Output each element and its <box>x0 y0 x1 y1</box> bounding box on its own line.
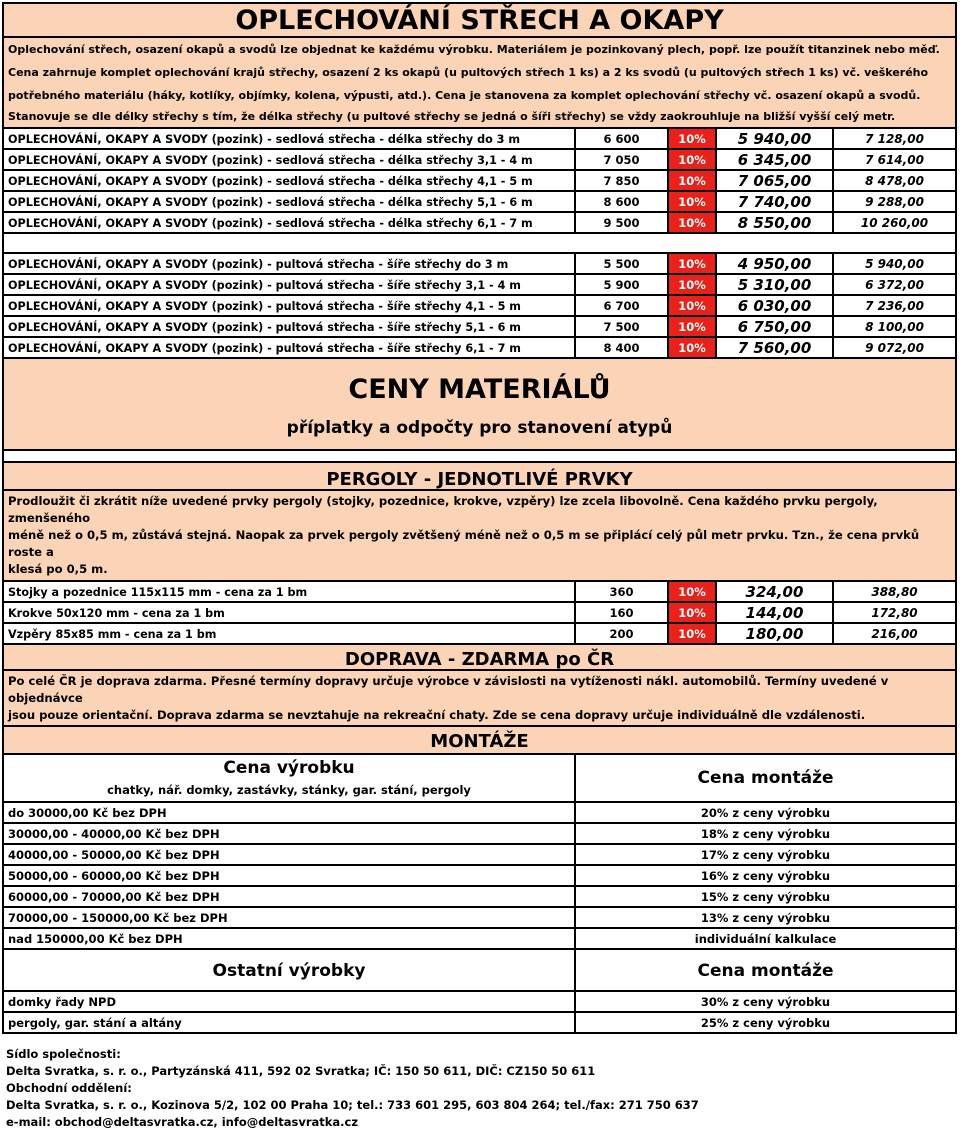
price-row <box>2 296 957 317</box>
price-row-with-vat: 7 614,00 <box>834 150 955 169</box>
price-row-discount: 10% <box>669 296 717 315</box>
price-row <box>2 254 957 275</box>
montaze-row-range: 60000,00 - 70000,00 Kč bez DPH <box>4 887 576 906</box>
intro-line: potřebného materiálu (háky, kotlíky, objímky, kolena, výpusti, atd.). Cena je stanovena za komplet oplechování střechy vč. osazení okapů a svodů. <box>8 89 921 102</box>
price-row-description: OPLECHOVÁNÍ, OKAPY A SVODY (pozink) - pultová střecha - šíře střechy 4,1 - 5 m <box>4 296 576 315</box>
price-row <box>2 129 957 150</box>
price-row-sale: 7 065,00 <box>717 171 834 190</box>
price-row-discount: 10% <box>669 129 717 148</box>
doprava-title: DOPRAVA - ZDARMA po ČR <box>344 649 615 670</box>
spacer-row <box>2 234 957 254</box>
price-row-discount: 10% <box>669 624 717 643</box>
price-row-with-vat: 216,00 <box>834 624 955 643</box>
montaze-row <box>2 929 957 950</box>
page-title: OPLECHOVÁNÍ STŘECH A OKAPY <box>2 2 957 38</box>
price-row-description: OPLECHOVÁNÍ, OKAPY A SVODY (pozink) - sedlová střecha - délka střechy 5,1 - 6 m <box>4 192 576 211</box>
montaze-row-value: 16% z ceny výrobku <box>576 866 955 885</box>
montaze-row-range: 70000,00 - 150000,00 Kč bez DPH <box>4 908 576 927</box>
intro-block <box>2 38 957 129</box>
price-row-description: Vzpěry 85x85 mm - cena za 1 bm <box>4 624 576 643</box>
price-row-description: Krokve 50x120 mm - cena za 1 bm <box>4 603 576 622</box>
price-row <box>2 171 957 192</box>
price-row <box>2 192 957 213</box>
montaze-row-range: pergoly, gar. stání a altány <box>4 1013 576 1032</box>
doprava-info <box>2 671 957 727</box>
montaze-row-value: individuální kalkulace <box>576 929 955 948</box>
montaze-other-right: Cena montáže <box>697 961 834 981</box>
montaze-row-value: 18% z ceny výrobku <box>576 824 955 843</box>
montaze-row <box>2 824 957 845</box>
price-row-base: 5 500 <box>576 254 669 273</box>
price-row-base: 160 <box>576 603 669 622</box>
price-row-discount: 10% <box>669 150 717 169</box>
price-row-base: 360 <box>576 582 669 601</box>
pergoly-header <box>2 463 957 491</box>
montaze-header-left-sub: chatky, nář. domky, zastávky, stánky, gar. stání, pergoly <box>107 783 471 797</box>
pergoly-line: méně než o 0,5 m, zůstává stejná. Naopak za prvek pergoly zvětšený méně než o 0,5 m se připlácí celý půl metr prvku. Tzn., že cena prvků roste a <box>8 528 920 559</box>
montaze-row-value: 17% z ceny výrobku <box>576 845 955 864</box>
montaze-row <box>2 887 957 908</box>
price-row-sale: 7 560,00 <box>717 338 834 357</box>
materials-subtitle: příplatky a odpočty pro stanovení atypů <box>286 418 673 438</box>
pergoly-title: PERGOLY - JEDNOTLIVÉ PRVKY <box>326 469 633 490</box>
montaze-row-range: domky řady NPD <box>4 992 576 1011</box>
price-row-base: 6 600 <box>576 129 669 148</box>
price-row-base: 8 600 <box>576 192 669 211</box>
montaze-row-value: 30% z ceny výrobku <box>576 992 955 1011</box>
price-row-description: OPLECHOVÁNÍ, OKAPY A SVODY (pozink) - sedlová střecha - délka střechy 6,1 - 7 m <box>4 213 576 232</box>
price-row-base: 7 050 <box>576 150 669 169</box>
montaze-header-right: Cena montáže <box>697 768 834 788</box>
price-row-description: OPLECHOVÁNÍ, OKAPY A SVODY (pozink) - sedlová střecha - délka střechy 3,1 - 4 m <box>4 150 576 169</box>
montaze-row-value: 15% z ceny výrobku <box>576 887 955 906</box>
price-row-sale: 144,00 <box>717 603 834 622</box>
price-row-description: Stojky a pozednice 115x115 mm - cena za 1 bm <box>4 582 576 601</box>
price-row-discount: 10% <box>669 192 717 211</box>
price-row-with-vat: 9 288,00 <box>834 192 955 211</box>
price-row-discount: 10% <box>669 171 717 190</box>
price-row-description: OPLECHOVÁNÍ, OKAPY A SVODY (pozink) - sedlová střecha - délka střechy 4,1 - 5 m <box>4 171 576 190</box>
montaze-row <box>2 992 957 1013</box>
price-row-with-vat: 8 100,00 <box>834 317 955 336</box>
price-row-with-vat: 7 128,00 <box>834 129 955 148</box>
price-row-description: OPLECHOVÁNÍ, OKAPY A SVODY (pozink) - pultová střecha - šíře střechy 3,1 - 4 m <box>4 275 576 294</box>
pergoly-line: Prodloužit či zkrátit níže uvedené prvky pergoly (stojky, pozednice, krokve, vzpěry) lze zcela libovolně. Cena každého prvku pergoly, zmenšeného <box>8 494 878 525</box>
price-row-sale: 6 030,00 <box>717 296 834 315</box>
price-row-sale: 6 750,00 <box>717 317 834 336</box>
price-row <box>2 213 957 234</box>
price-row-discount: 10% <box>669 213 717 232</box>
price-row-description: OPLECHOVÁNÍ, OKAPY A SVODY (pozink) - pultová střecha - šíře střechy 6,1 - 7 m <box>4 338 576 357</box>
price-row-with-vat: 10 260,00 <box>834 213 955 232</box>
footer-line: Sídlo společnosti: <box>6 1047 121 1061</box>
price-row-with-vat: 172,80 <box>834 603 955 622</box>
pergoly-line: klesá po 0,5 m. <box>8 562 108 576</box>
price-row-with-vat: 5 940,00 <box>834 254 955 273</box>
price-row-discount: 10% <box>669 317 717 336</box>
price-row <box>2 582 957 603</box>
price-row-with-vat: 388,80 <box>834 582 955 601</box>
montaze-row-range: do 30000,00 Kč bez DPH <box>4 803 576 822</box>
price-row-base: 6 700 <box>576 296 669 315</box>
price-row-base: 200 <box>576 624 669 643</box>
doprava-header <box>2 645 957 671</box>
price-row-sale: 8 550,00 <box>717 213 834 232</box>
intro-line: Cena zahrnuje komplet oplechování krajů střechy, osazení 2 ks okapů (u pultových střech 1 ks) a 2 ks svodů (u pultových střech 1 ks) vč. veškerého <box>8 66 929 79</box>
price-row-base: 5 900 <box>576 275 669 294</box>
footer-line: Obchodní oddělení: <box>6 1081 132 1095</box>
price-row-sale: 7 740,00 <box>717 192 834 211</box>
doprava-line: Po celé ČR je doprava zdarma. Přesné termíny dopravy určuje výrobce v závislosti na vytíženosti nákl. automobilů. Termíny uvedené v objednávce <box>8 674 889 705</box>
company-footer <box>6 1046 699 1131</box>
montaze-table-header <box>2 755 957 803</box>
price-row-sale: 180,00 <box>717 624 834 643</box>
montaze-other-header <box>2 950 957 992</box>
montaze-row-range: 50000,00 - 60000,00 Kč bez DPH <box>4 866 576 885</box>
price-row-base: 9 500 <box>576 213 669 232</box>
intro-line: Stanovuje se dle délky střechy s tím, že délka střechy (u pultové střechy se jedná o šíři střechy) se vždy zaokrouhluje na bližší vyšší celý metr. <box>8 110 896 123</box>
price-row-with-vat: 6 372,00 <box>834 275 955 294</box>
price-row-discount: 10% <box>669 254 717 273</box>
price-row-sale: 324,00 <box>717 582 834 601</box>
montaze-row <box>2 1013 957 1034</box>
price-row-sale: 5 940,00 <box>717 129 834 148</box>
doprava-line: jsou pouze orientační. Doprava zdarma se nevztahuje na rekreační chaty. Zde se cena dopravy určuje individuálně dle vzdálenosti. <box>8 708 866 722</box>
montaze-row-value: 25% z ceny výrobku <box>576 1013 955 1032</box>
montaze-row-range: 40000,00 - 50000,00 Kč bez DPH <box>4 845 576 864</box>
price-row-discount: 10% <box>669 338 717 357</box>
montaze-row <box>2 845 957 866</box>
montaze-title: MONTÁŽE <box>430 731 529 752</box>
montaze-row-range: 30000,00 - 40000,00 Kč bez DPH <box>4 824 576 843</box>
montaze-row-value: 13% z ceny výrobku <box>576 908 955 927</box>
price-row-description: OPLECHOVÁNÍ, OKAPY A SVODY (pozink) - pultová střecha - šíře střechy do 3 m <box>4 254 576 273</box>
spacer-row <box>2 451 957 463</box>
montaze-other-left: Ostatní výrobky <box>212 961 366 981</box>
intro-line: Oplechování střech, osazení okapů a svodů lze objednat ke každému výrobku. Materiálem je pozinkovaný plech, popř. lze použít titanzinek nebo měď. <box>8 43 940 56</box>
price-row-base: 7 850 <box>576 171 669 190</box>
footer-line: Delta Svratka, s. r. o., Kozinova 5/2, 102 00 Praha 10; tel.: 733 601 295, 603 804 264; tel./fax: 271 750 637 <box>6 1098 699 1112</box>
price-row <box>2 275 957 296</box>
price-row-with-vat: 9 072,00 <box>834 338 955 357</box>
price-row-description: OPLECHOVÁNÍ, OKAPY A SVODY (pozink) - pultová střecha - šíře střechy 5,1 - 6 m <box>4 317 576 336</box>
price-row-description: OPLECHOVÁNÍ, OKAPY A SVODY (pozink) - sedlová střecha - délka střechy do 3 m <box>4 129 576 148</box>
footer-line: e-mail: obchod@deltasvratka.cz, info@deltasvratka.cz <box>6 1115 359 1129</box>
price-row-sale: 4 950,00 <box>717 254 834 273</box>
price-row <box>2 317 957 338</box>
materials-title: CENY MATERIÁLŮ <box>348 374 611 405</box>
price-row <box>2 338 957 359</box>
price-row <box>2 150 957 171</box>
montaze-row <box>2 866 957 887</box>
price-row <box>2 624 957 645</box>
price-row-sale: 5 310,00 <box>717 275 834 294</box>
price-row <box>2 603 957 624</box>
price-row-base: 7 500 <box>576 317 669 336</box>
montaze-row-range: nad 150000,00 Kč bez DPH <box>4 929 576 948</box>
price-row-with-vat: 8 478,00 <box>834 171 955 190</box>
price-row-base: 8 400 <box>576 338 669 357</box>
price-row-discount: 10% <box>669 582 717 601</box>
price-row-discount: 10% <box>669 603 717 622</box>
footer-line: Delta Svratka, s. r. o., Partyzánská 411, 592 02 Svratka; IČ: 150 50 611, DIČ: CZ150 50 611 <box>6 1064 596 1078</box>
montaze-header-left: Cena výrobku <box>223 758 355 778</box>
montaze-row <box>2 908 957 929</box>
montaze-row <box>2 803 957 824</box>
montaze-header <box>2 727 957 755</box>
price-row-sale: 6 345,00 <box>717 150 834 169</box>
pergoly-info <box>2 491 957 582</box>
materials-header <box>2 359 957 451</box>
price-list-page <box>2 2 957 1034</box>
montaze-row-value: 20% z ceny výrobku <box>576 803 955 822</box>
price-row-with-vat: 7 236,00 <box>834 296 955 315</box>
price-row-discount: 10% <box>669 275 717 294</box>
